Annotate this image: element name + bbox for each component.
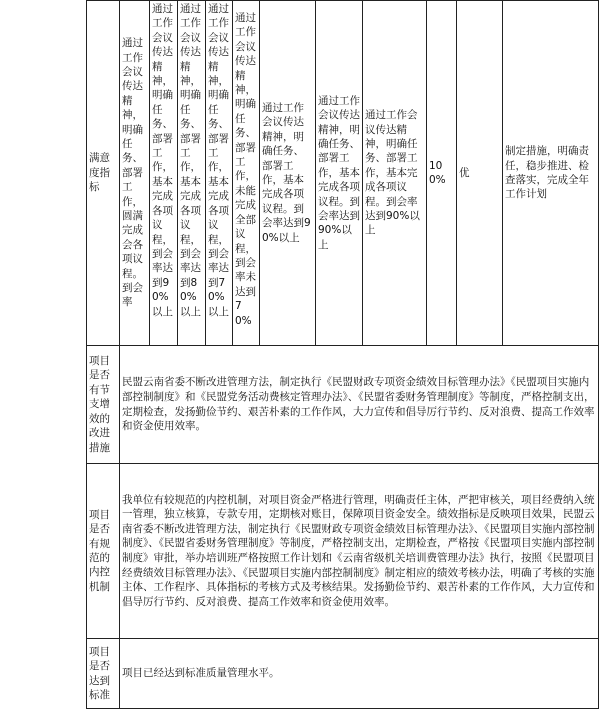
- metric-cell-actual: 通过工作会议传达精神，明确任务、部署工作，基本完成各项议程。到会率达到90%以上: [363, 1, 427, 346]
- metric-cell-indicator: 通过工作会议传达精神，明确任务、部署工作，基本完成各项议程。到会率达到90%以上: [316, 1, 363, 346]
- metric-table: [86, 0, 599, 346]
- metric-cell-pass-80: 通过工作会议传达精神，明确任务、部署工作，基本完成各项议程，到会率达到80%以上: [178, 1, 206, 346]
- metric-label: 满意度指标: [87, 1, 120, 346]
- metric-cell-completion: 100%: [427, 1, 457, 346]
- narrative-table: [86, 345, 599, 709]
- section-text-cost-saving: 民盟云南省委不断改进管理方法，制定执行《民盟财政专项资金绩效目标管理办法》《民盟项目实施内部控制制度》和《民盟党务活动费核定管理办法》、《民盟省委财务管理制度》等制度，严格控制支出，定期检查，发扬勤俭节约、艰苦朴素的工作作风，大力宣传和倡导厉行节约、反对浪费、提高工作效率和资金使用效率。: [120, 346, 599, 464]
- metric-cell-measures: 制定措施，明确责任，稳步推进、检查落实，完成全年工作计划: [503, 1, 599, 346]
- section-row-internal-control: [87, 464, 599, 639]
- section-label-standard: 项目是否达到标准: [87, 639, 120, 709]
- metric-cell-excellent: 通过工作会议传达精神，明确任务、部署工作，圆满完成会各项议程。到会率: [120, 1, 150, 346]
- section-text-standard: 项目已经达到标准质量管理水平。: [120, 639, 599, 709]
- section-row-cost-saving: [87, 346, 599, 464]
- section-label-cost-saving: 项目是否有节支增效的改进措施: [87, 346, 120, 464]
- metric-cell-fail: 通过工作会议传达精神，明确任务、部署工作，未能完成全部议程，到会率未达到70%: [233, 1, 260, 346]
- metric-cell-pass-70: 通过工作会议传达精神，明确任务、部署工作，基本完成各项议程，到会率达到70%以上: [206, 1, 233, 346]
- section-row-standard: [87, 639, 599, 709]
- metric-cell-grade: 优: [457, 1, 503, 346]
- metric-row: [87, 1, 599, 346]
- section-label-internal-control: 项目是否有规范的内控机制: [87, 464, 120, 639]
- section-text-internal-control: 我单位有较规范的内控机制，对项目资金严格进行管理，明确责任主体，严把审核关，项目经费纳入统一管理，独立核算，专款专用，定期核对账目，保障项目资金安全。绩效指标是反映项目效果，民盟云南省委不断改进管理方法，制定执行《民盟财政专项资金绩效目标管理办法》、《民盟项目实施内部控制制度》、《民盟省委财务管理制度》等制度，严格控制支出，定期检查，严格按《民盟项目实施内部控制制度》审批，举办培训班严格按照工作计划和《云南省级机关培训费管理办法》执行，按照《民盟项目经费绩效目标管理办法》、《民盟项目实施内部控制制度》制定相应的绩效考核办法，明确了考核的实施主体、工作程序、具体指标的考核方式及考核结果。发扬勤俭节约、艰苦朴素的工作作风，大力宣传和倡导厉行节约、反对浪费、提高工作效率和资金使用效率。: [120, 464, 599, 639]
- metric-cell-good-90: 通过工作会议传达精神，明确任务、部署工作，基本完成各项议程，到会率达到90%以上: [150, 1, 178, 346]
- metric-cell-target: 通过工作会议传达精神，明确任务、部署工作，基本完成各项议程。到会率达到90%以上: [260, 1, 316, 346]
